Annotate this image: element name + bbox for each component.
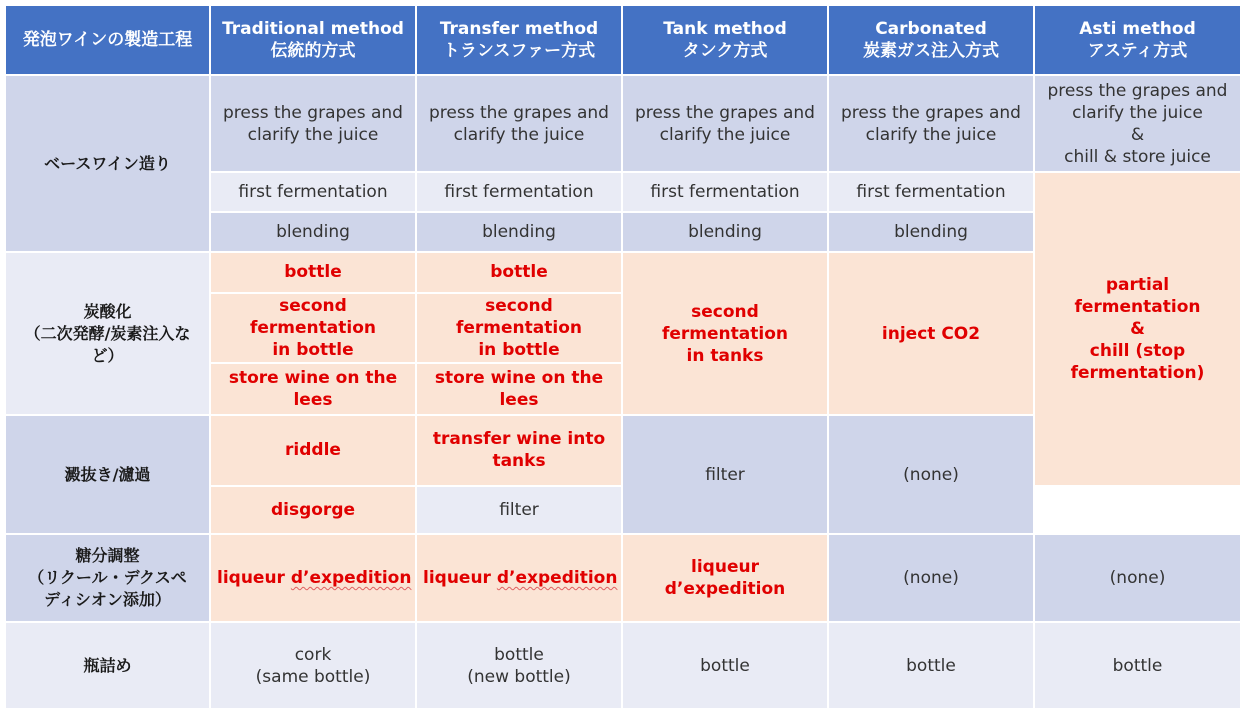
line: second fermentation [662, 301, 788, 344]
cell-first-fermentation: first fermentation [622, 172, 828, 212]
liqueur-prefix: liqueur [217, 568, 291, 589]
stage-base-wine: ベースワイン造り [5, 75, 210, 252]
cell-liqueur-transfer [416, 534, 622, 623]
cell-bottle-step: bottle [416, 252, 622, 292]
header-en: Traditional method [222, 19, 404, 40]
header-ja: トランスファー方式 [442, 41, 596, 62]
cell-press-transfer [416, 75, 622, 172]
line: transfer wine into [432, 429, 606, 450]
line: clarify the juice [659, 124, 791, 145]
line: clarify the juice [453, 124, 585, 145]
line: second fermentation [456, 295, 582, 338]
wine-process-table [4, 4, 1242, 710]
cell-inject-co2: inject CO2 [828, 252, 1034, 415]
line: & [1130, 124, 1145, 145]
line: (new bottle) [467, 666, 571, 687]
header-en: Tank method [663, 19, 787, 40]
cell-store-on-lees [210, 363, 416, 415]
cell-transfer-into-tanks [416, 415, 622, 485]
cell-none-carbonated-dosage: (none) [828, 534, 1034, 623]
liqueur-word: d’expedition [496, 568, 618, 589]
stage-bottling: 瓶詰め [5, 622, 210, 709]
line: 糖分調整 [75, 546, 140, 566]
line: （リクール・デクスペ [28, 568, 187, 588]
cell-first-fermentation: first fermentation [210, 172, 416, 212]
cell-press-traditional [210, 75, 416, 172]
cell-second-in-tanks [622, 252, 828, 415]
line: & [1130, 318, 1145, 339]
header-carbonated [828, 5, 1034, 75]
cell-none-carbonated: (none) [828, 415, 1034, 534]
cell-blending: blending [416, 212, 622, 252]
line: press the grapes and [635, 102, 815, 123]
line: press the grapes and [223, 102, 403, 123]
line: in tanks [686, 345, 764, 366]
cell-second-in-bottle [416, 293, 622, 363]
cell-asti-base [1034, 75, 1241, 172]
line: fermentation) [1070, 362, 1205, 383]
header-tank [622, 5, 828, 75]
liqueur-prefix: liqueur [423, 568, 497, 589]
line: 炭酸化 [83, 301, 132, 321]
line: second fermentation [250, 295, 376, 338]
line: clarify the juice [865, 124, 997, 145]
cell-bottle-carbonated: bottle [828, 622, 1034, 709]
header-asti [1034, 5, 1241, 75]
cell-bottle-step: bottle [210, 252, 416, 292]
line: (same bottle) [255, 666, 371, 687]
line: tanks [492, 451, 546, 472]
row-bottling [5, 622, 1241, 709]
line: partial fermentation [1074, 274, 1201, 317]
stage-carbonation [5, 252, 210, 415]
row-dosage [5, 534, 1241, 623]
cell-store-on-lees [416, 363, 622, 415]
cell-riddle: riddle [210, 415, 416, 485]
cell-first-fermentation: first fermentation [828, 172, 1034, 212]
header-corner: 発泡ワインの製造工程 [5, 5, 210, 75]
header-en: Carbonated [875, 19, 987, 40]
cell-blending: blending [828, 212, 1034, 252]
header-ja: 炭素ガス注入方式 [863, 41, 999, 62]
line: press the grapes and [429, 102, 609, 123]
cell-filter-transfer: filter [416, 486, 622, 534]
cell-second-in-bottle [210, 293, 416, 363]
cell-asti-partial-fermentation [1034, 172, 1241, 486]
line: store wine on the [434, 368, 604, 389]
line: in bottle [478, 339, 560, 360]
line: clarify the juice [1072, 102, 1203, 123]
line: cork [294, 644, 332, 665]
line: in bottle [272, 339, 354, 360]
cell-press-tank [622, 75, 828, 172]
header-transfer [416, 5, 622, 75]
line: clarify the juice [247, 124, 379, 145]
cell-press-carbonated [828, 75, 1034, 172]
header-ja: 伝統的方式 [270, 41, 356, 62]
header-row [5, 5, 1241, 75]
header-en: Asti method [1079, 19, 1196, 40]
cell-bottle-new [416, 622, 622, 709]
cell-bottle-asti: bottle [1034, 622, 1241, 709]
cell-cork [210, 622, 416, 709]
line: ど） [91, 345, 124, 365]
header-ja: タンク方式 [682, 41, 768, 62]
header-ja: アスティ方式 [1087, 41, 1188, 62]
line: lees [499, 390, 539, 411]
cell-filter-tank: filter [622, 415, 828, 534]
line: chill & store juice [1064, 146, 1211, 167]
cell-blending: blending [210, 212, 416, 252]
cell-liqueur-traditional [210, 534, 416, 623]
cell-liqueur-tank: liqueur d’expedition [622, 534, 828, 623]
line: chill (stop [1089, 340, 1186, 361]
cell-disgorge: disgorge [210, 486, 416, 534]
line: （二次発酵/炭素注入な [24, 323, 191, 343]
line: bottle [494, 644, 544, 665]
line: ディシオン添加） [44, 590, 171, 610]
cell-first-fermentation: first fermentation [416, 172, 622, 212]
stage-clarification: 澱抜き/濾過 [5, 415, 210, 534]
cell-bottle-tank: bottle [622, 622, 828, 709]
line: lees [293, 390, 333, 411]
stage-dosage [5, 534, 210, 623]
liqueur-word: d’expedition [290, 568, 412, 589]
row-press [5, 75, 1241, 172]
header-traditional [210, 5, 416, 75]
line: press the grapes and [1047, 80, 1228, 101]
cell-none-asti-dosage: (none) [1034, 534, 1241, 623]
cell-blending: blending [622, 212, 828, 252]
line: store wine on the [228, 368, 398, 389]
line: press the grapes and [841, 102, 1021, 123]
header-en: Transfer method [439, 19, 599, 40]
